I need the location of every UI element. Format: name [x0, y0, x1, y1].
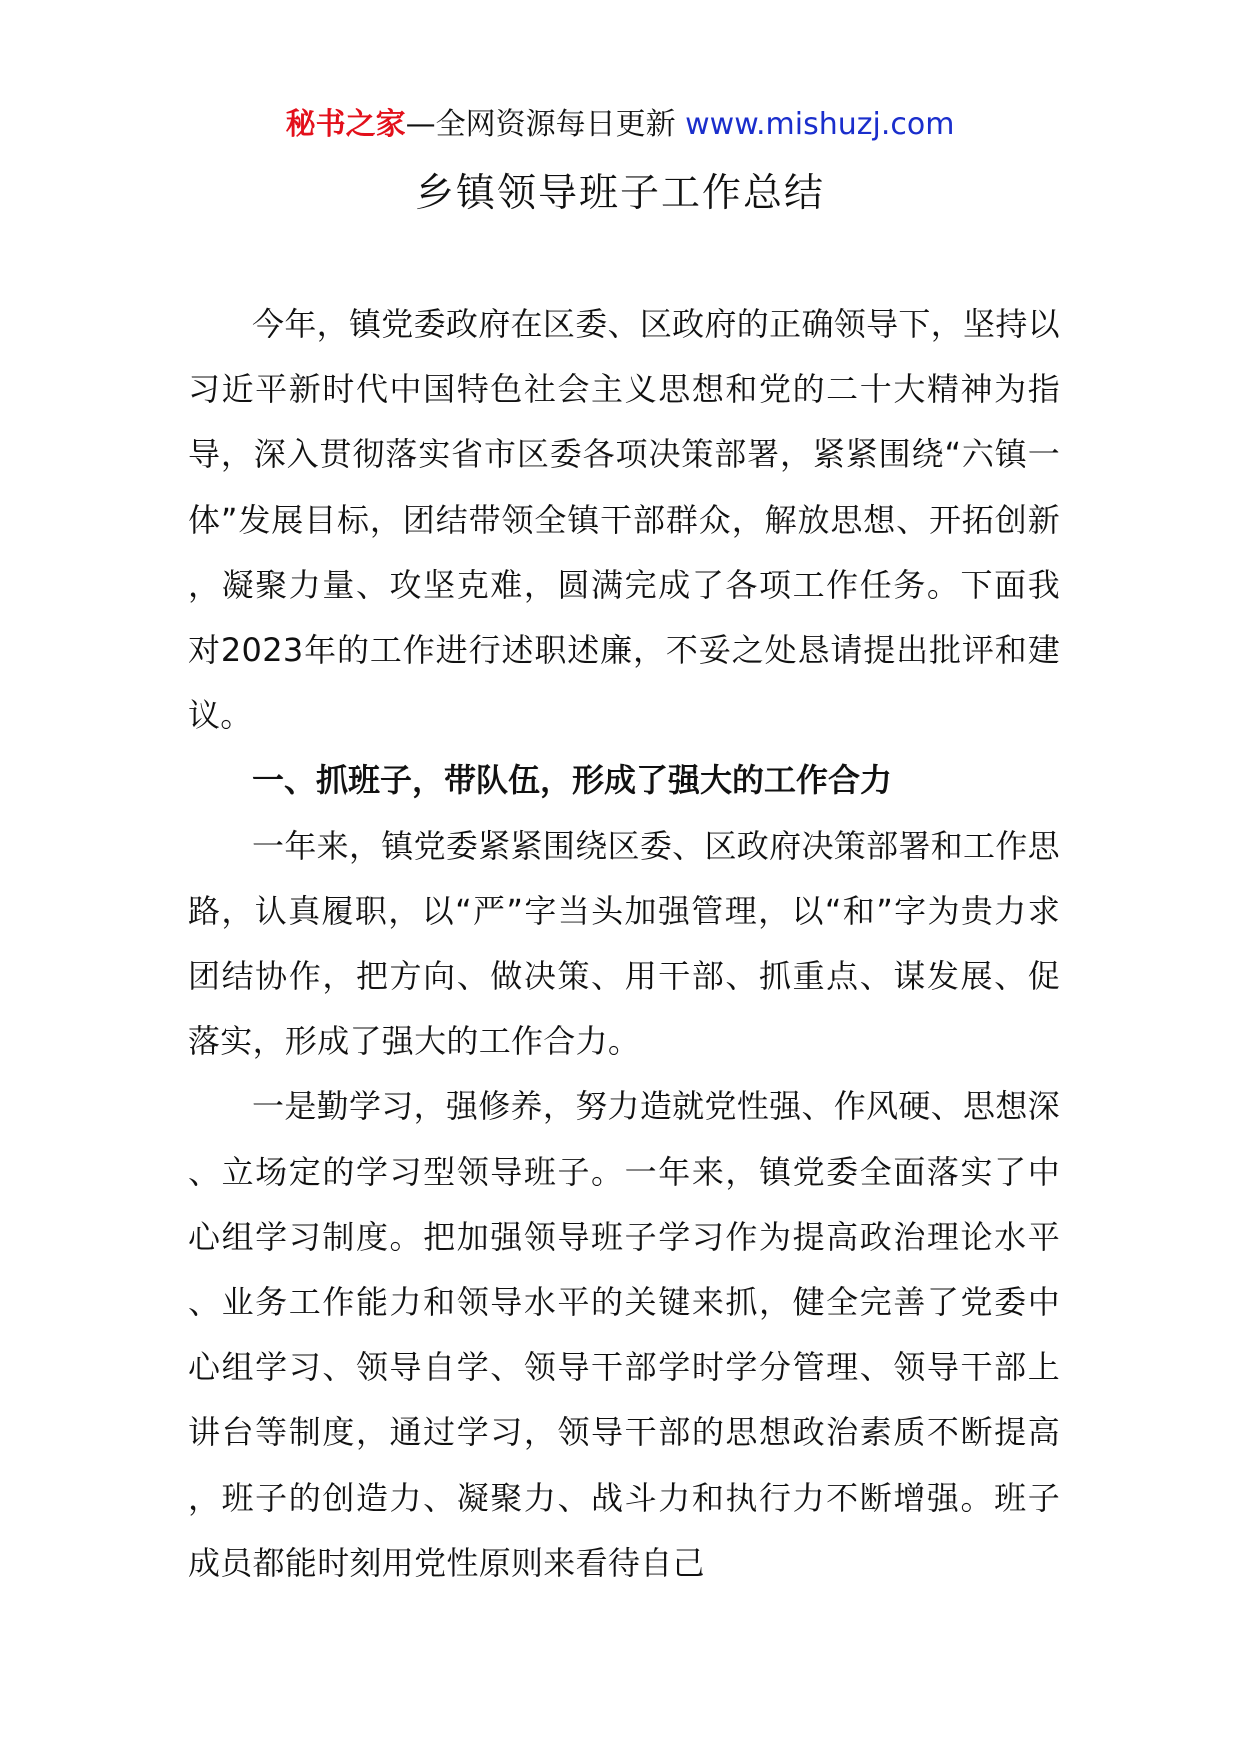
site-header	[0, 103, 1240, 147]
site-slogan: —全网资源每日更新	[405, 107, 676, 142]
document-body	[188, 292, 1060, 1596]
section-paragraph: 一年来，镇党委紧紧围绕区委、区政府决策部署和工作思路，认真履职，以“严”字当头加强管理，以“和”字为贵力求团结协作，把方向、做决策、用干部、抓重点、谋发展、促落实，形成了强大的工作合力。	[188, 826, 1060, 1061]
site-brand: 秘书之家	[285, 107, 406, 142]
site-url-link[interactable]: www.mishuzj.com	[685, 107, 955, 142]
section-heading: 一、抓班子，带队伍，形成了强大的工作合力	[252, 761, 893, 800]
document-title: 乡镇领导班子工作总结	[414, 171, 825, 216]
intro-paragraph: 今年，镇党委政府在区委、区政府的正确领导下，坚持以习近平新时代中国特色社会主义思想和党的二十大精神为指导，深入贯彻落实省市区委各项决策部署，紧紧围绕“六镇一体”发展目标，团结带领全镇干部群众，解放思想、开拓创新，凝聚力量、攻坚克难，圆满完成了各项工作任务。下面我对2023年的工作进行述职述廉，不妥之处恳请提出批评和建议。	[188, 305, 1060, 735]
section-paragraph: 一是勤学习，强修养，努力造就党性强、作风硬、思想深、立场定的学习型领导班子。一年来，镇党委全面落实了中心组学习制度。把加强领导班子学习作为提高政治理论水平、业务工作能力和领导水平的关键来抓，健全完善了党委中心组学习、领导自学、领导干部学时学分管理、领导干部上讲台等制度，通过学习，领导干部的思想政治素质不断提高，班子的创造力、凝聚力、战斗力和执行力不断增强。班子成员都能时刻用党性原则来看待自己	[188, 1087, 1060, 1582]
